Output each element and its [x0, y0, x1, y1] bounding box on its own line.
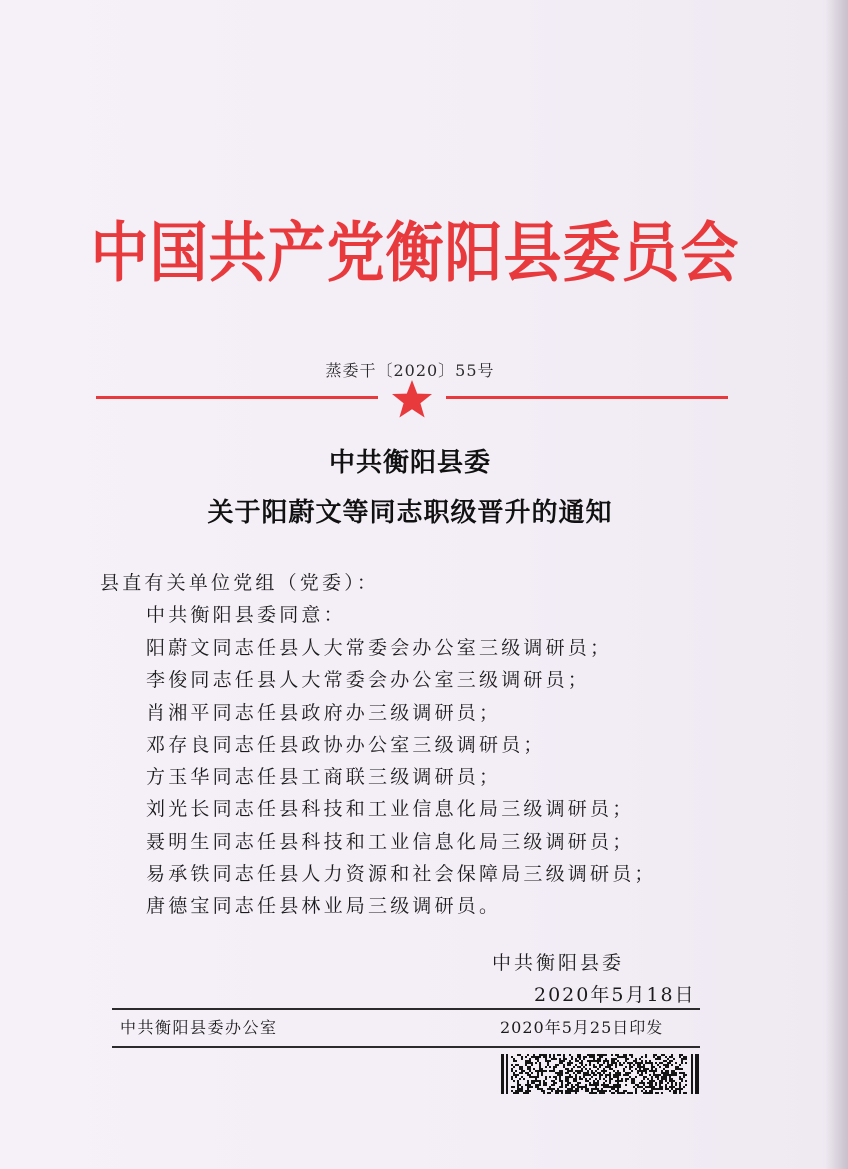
lead-sentence: 中共衡阳县委同意： [146, 604, 346, 626]
footer-print-date: 2020年5月25日印发 [500, 1018, 664, 1037]
appointment-item: 唐德宝同志任县林业局三级调研员。 [146, 895, 502, 918]
notice-title-line1: 中共衡阳县委 [328, 448, 491, 478]
appointment-item: 刘光长同志任县科技和工业信息化局三级调研员； [146, 798, 635, 821]
appointment-item: 易承铁同志任县人力资源和社会保障局三级调研员； [146, 863, 657, 886]
footer-rule-bottom [112, 1046, 700, 1048]
footer-rule-top [112, 1008, 700, 1010]
signature-date: 2020年5月18日 [534, 984, 696, 1006]
footer-issuer: 中共衡阳县委办公室 [120, 1018, 278, 1037]
appointment-item: 肖湘平同志任县政府办三级调研员； [146, 701, 502, 724]
red-header-org-name: 中国共产党衡阳县委员会 [90, 214, 740, 291]
document-number: 蒸委干〔2020〕55号 [325, 361, 495, 380]
notice-title-line2: 关于阳蔚文等同志职级晋升的通知 [207, 498, 613, 528]
barcode-icon [501, 1054, 699, 1094]
appointment-item: 邓存良同志任县政协办公室三级调研员； [146, 733, 546, 756]
signature-org: 中共衡阳县委 [492, 952, 625, 974]
appointment-list [146, 632, 657, 923]
appointment-item: 聂明生同志任县科技和工业信息化局三级调研员； [146, 830, 635, 853]
page-edge-shadow [826, 0, 848, 1169]
appointment-item: 方玉华同志任县工商联三级调研员； [146, 766, 502, 789]
appointment-item: 李俊同志任县人大常委会办公室三级调研员； [146, 669, 591, 692]
appointment-item: 阳蔚文同志任县人大常委会办公室三级调研员； [146, 637, 613, 659]
red-divider-left [96, 396, 378, 399]
salutation: 县直有关单位党组（党委）： [100, 572, 380, 594]
red-divider-right [446, 396, 728, 399]
red-star-icon [390, 379, 434, 419]
